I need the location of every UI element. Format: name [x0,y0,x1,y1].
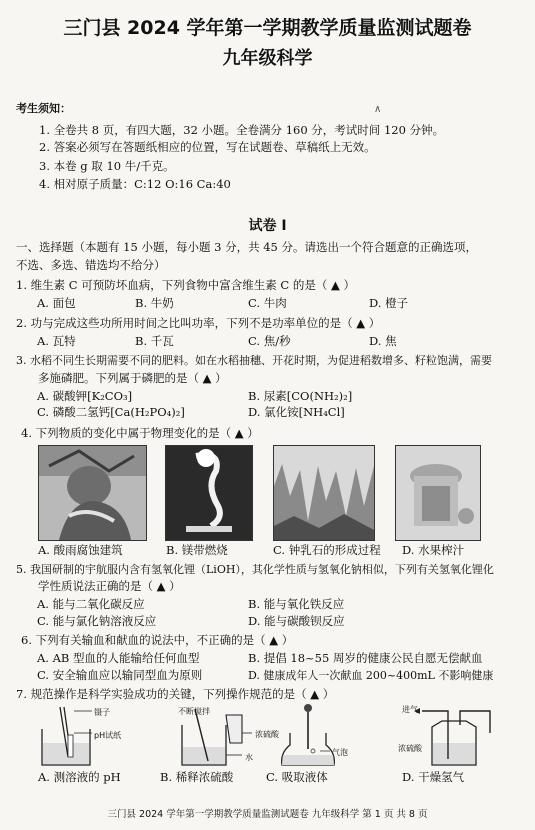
magnesium-burning-photo [165,445,253,541]
option: A. 碳酸钾[K₂CO₃] [37,389,133,403]
option: A. AB 型血的人能输给任何血型 [37,651,200,665]
figure-label: 浓硫酸 [398,744,422,753]
option: A. 瓦特 [37,334,76,348]
exam-subtitle: 九年级科学 [222,48,313,69]
figure-label: 镊子 [94,708,110,717]
part-intro: 一、选择题（本题有 15 小题，每小题 3 分，共 45 分。请选出一个符合题意的正确选项， [16,240,478,254]
option: C. 能与氯化钠溶液反应 [37,614,157,628]
figure-label: pH试纸 [94,731,122,740]
option: B. 镁带燃烧 [166,543,228,557]
option: B. 牛奶 [135,296,174,310]
option: A. 测溶液的 pH [38,770,121,784]
option: B. 尿素[CO(NH₂)₂] [248,389,353,403]
option: B. 提倡 18~55 周岁的健康公民自愿无偿献血 [248,651,483,665]
dropper-diagram [282,704,335,765]
figure-label: 不断搅拌 [178,707,210,716]
option: C. 安全输血应以输同型血为原则 [37,668,203,682]
acid-rain-statue-photo [38,445,147,541]
question-stem: 7. 规范操作是科学实验成功的关键，下列操作规范的是（ ▲ ） [16,687,335,701]
ph-test-diagram [42,707,92,765]
juicer-photo [395,445,481,541]
question-stem: 学性质说法正确的是（ ▲ ） [38,579,181,593]
notice-heading: 考生须知： [16,102,71,115]
option: B. 千瓦 [135,334,174,348]
stalactite-photo [273,445,375,541]
question-stem: 6. 下列有关输血和献血的说法中，不正确的是（ ▲ ） [21,633,294,647]
gas-drying-diagram [414,708,490,765]
option: D. 水果榨汁 [402,543,465,557]
notice-item: 1. 全卷共 8 页，有四大题，32 小题。全卷满分 160 分，考试时间 120 分钟。 [39,123,445,137]
exam-title: 三门县 2024 学年第一学期教学质量监测试题卷 [63,17,472,39]
dilute-acid-diagram [182,709,252,765]
option: C. 吸取液体 [266,770,328,784]
section-title: 试卷 I [248,218,287,234]
option: D. 焦 [369,334,397,348]
option: D. 橙子 [369,296,409,310]
figure-label: 水 [245,753,253,762]
pen-mark: ∧ [374,104,382,115]
option: D. 氯化铵[NH₄Cl] [248,405,345,419]
option: C. 钟乳石的形成过程 [273,543,381,557]
option: C. 焦/秒 [248,334,291,348]
option: D. 健康成年人一次献血 200~400mL 不影响健康 [248,669,494,682]
option: D. 能与碳酸钡反应 [248,614,345,628]
question-stem: 5. 我国研制的宇航服内含有氢氧化锂（LiOH），其化学性质与氢氧化钠相似，下列有关氢氧化锂化 [16,563,494,576]
option: D. 干燥氢气 [402,770,465,784]
option: A. 能与二氧化碳反应 [37,597,145,611]
option: A. 酸雨腐蚀建筑 [38,543,123,557]
option: B. 能与氧化铁反应 [248,597,345,611]
page-footer: 三门县 2024 学年第一学期教学质量监测试题卷 九年级科学 第 1 页 共 8 页 [107,809,428,820]
figure-label: 浓硫酸 [255,730,279,739]
part-intro: 不选、多选、错选均不给分） [16,258,166,272]
question-stem: 2. 功与完成这些功所用时间之比叫功率，下列不是功率单位的是（ ▲ ） [16,316,381,330]
figure-label: 进气 [402,705,418,714]
notice-item: 2. 答案必须写在答题纸相应的位置，写在试题卷、草稿纸上无效。 [39,140,376,154]
question-stem: 多施磷肥。下列属于磷肥的是（ ▲ ） [38,371,227,385]
option: B. 稀释浓硫酸 [160,770,234,784]
notice-item: 4. 相对原子质量：C:12 O:16 Ca:40 [39,177,231,191]
notice-item: 3. 本卷 g 取 10 牛/千克。 [39,159,175,173]
option: A. 面包 [37,296,76,310]
option: C. 磷酸二氢钙[Ca(H₂PO₄)₂] [37,405,185,419]
question-stem: 1. 维生素 C 可预防坏血病，下列食物中富含维生素 C 的是（ ▲ ） [16,278,355,292]
question-stem: 4. 下列物质的变化中属于物理变化的是（ ▲ ） [21,426,259,440]
question-stem: 3. 水稻不同生长期需要不同的肥料。如在水稻抽穗、开花时期，为促进稻数增多、籽粒饱满，需要 [16,354,492,367]
figure-label: 气泡 [332,748,348,757]
option: C. 牛肉 [248,296,287,310]
